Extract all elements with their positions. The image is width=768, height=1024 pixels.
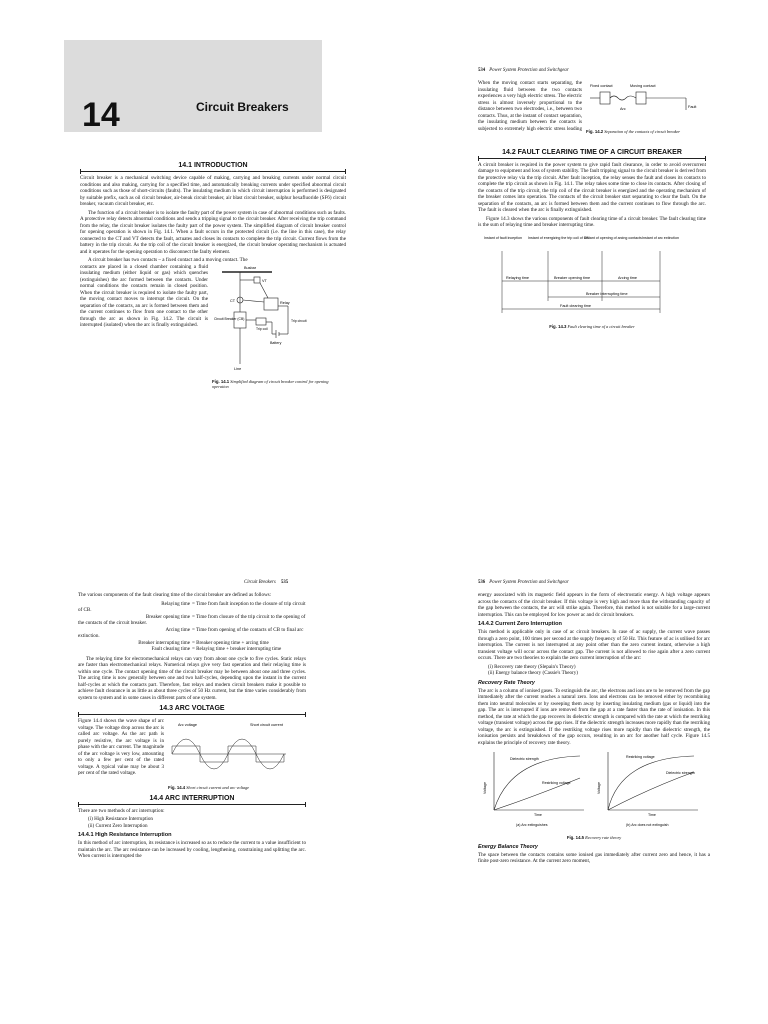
figure-caption: Fig. 14.5 Recovery rate theory bbox=[566, 835, 622, 840]
label-instant-fault: Instant of fault inception bbox=[484, 235, 522, 240]
running-header: 536 Power System Protection and Switchgear bbox=[478, 580, 569, 585]
label-arcing-time: Arcing time bbox=[618, 275, 637, 280]
text-figure-row bbox=[80, 264, 346, 390]
label-ct: CT bbox=[230, 298, 236, 303]
paragraph: Figure 14.4 shows the wave shape of arc voltage. The voltage drop across the arc is called arc voltage. As the arc path is purely resistive, the arc voltage is in phase with the arc current. The magnitude of the arc voltage is very low, amounting to only a few per cent of the rated voltage. A typical value may be about 3 per cent of the rated voltage. bbox=[78, 718, 164, 776]
cb-control-diagram bbox=[212, 264, 340, 374]
label-cb: Circuit Breaker (CB) bbox=[214, 316, 245, 321]
figure-caption: Fig. 14.2 Separation of the contacts of circuit breaker bbox=[586, 129, 681, 134]
paragraph: There are two methods of arc interruption: bbox=[78, 807, 165, 814]
section-heading-14-1: 14.1 INTRODUCTION bbox=[80, 162, 346, 172]
label-restriking-b: Restriking voltage bbox=[626, 755, 655, 759]
paragraph: Circuit breaker is a mechanical switching device capable of making, carrying and breaking currents under normal circuit conditions and also making, carrying for a specified time, and automatically breaking currents under specified abnormal circuit conditions such as those of short-circuits (faults). The insulating medium in which circuit interruption is performed is designated by suitable prefix, such as oil circuit breaker, air-break circuit breaker, air blast circuit breaker, sulphur hexafluoride (SF6) circuit breaker, vacuum circuit breaker, etc. bbox=[80, 175, 346, 207]
label-sc-current: Short circuit current bbox=[250, 723, 283, 727]
label-moving-contact: Moving contact bbox=[630, 84, 656, 88]
label-dielectric-a: Dielectric strength bbox=[510, 757, 539, 761]
list-item: (i) Recovery rate theory (Slepain's Theory) bbox=[488, 663, 576, 670]
running-header: 534 Power System Protection and Switchgear bbox=[478, 68, 569, 73]
label-trip-coil: Trip coil bbox=[256, 326, 268, 331]
section-heading-14-2: 14.2 FAULT CLEARING TIME OF A CIRCUIT BREAKER bbox=[478, 149, 706, 159]
definition: Relaying time = Time from fault inception to the closure of trip circuit of CB. bbox=[78, 600, 306, 613]
contact-separation-diagram bbox=[586, 80, 704, 124]
label-fixed-contact: Fixed contact bbox=[590, 84, 613, 88]
paragraph: A circuit breaker is required in the power system to give rapid fault clearance, in order to avoid overcurrent damage to equipment and loss of system stability. The fault tripping signal to the circuit breaker is derived from the protective relay via the trip circuit. After fault inception, the relay senses the fault and closes its contacts to complete the trip circuit as shown in Fig. 14.1. The relay takes some time to close its contacts. After closing of the contacts of the trip circuit, the trip coil of the circuit breaker is energized and the operating mechanism of the breaker comes into operation. The contacts of the circuit breaker start separating to clear the fault. On the separation of the contacts, an arc is formed between them and the current continues to flow through the arc. The fault is cleared when the arc is finally extinguished. bbox=[478, 161, 706, 213]
figure-14-4 bbox=[168, 718, 292, 791]
label-trip-circuit: Trip circuit bbox=[291, 318, 307, 323]
arc-voltage-waveform bbox=[168, 718, 290, 780]
label-line: Line bbox=[234, 366, 242, 371]
paragraph: The various components of the fault clearing time of the circuit breaker are defined as follows: bbox=[78, 592, 272, 598]
label-interrupting-time: Breaker interrupting time bbox=[586, 291, 628, 296]
paragraph: The relaying time for electromechanical relays can vary from about one cycle to five cycles. Static relays are faster than electromechanical relays. Numerical relays give very fast operation and their relaying time is within one cycle. The contact opening time of the circuit breaker may be between about one and three cycles. The arcing time is now generally between one and two half-cycles, depending upon the instant in the current half-cycles at which the contacts part. Therefore, fast relays and modern circuit breakers make it possible to achieve fault clearance in as little as about three cycles of 50 Hz current, but the time varies considerably from system to system and in some cases in different parts of one system. bbox=[78, 655, 306, 701]
label-time-b: Time bbox=[648, 813, 656, 817]
label-vt: VT bbox=[262, 278, 267, 283]
section-heading-14-3: 14.3 ARC VOLTAGE bbox=[78, 705, 306, 715]
figure-14-5 bbox=[478, 748, 710, 841]
figure-14-3 bbox=[478, 231, 706, 330]
label-battery: Battery bbox=[270, 340, 282, 345]
subsection-heading-energy: Energy Balance Theory bbox=[478, 843, 538, 850]
subsection-heading-14-4-1: 14.4.1 High Resistance Interruption bbox=[78, 832, 172, 838]
page-536 bbox=[384, 512, 768, 1024]
definition: Breaker opening time = Time from closure of the trip circuit to the opening of the contacts of the circuit breaker. bbox=[78, 613, 306, 626]
label-instant-energizing: Instant of energizing the trip coil of CB bbox=[528, 235, 589, 240]
paragraph: In this method of arc interruption, its resistance is increased so as to reduce the current to a value insufficient to maintain the arc. The arc resistance can be increased by cooling, lengthening, constraining and splitting the arc. When current is interrupted the bbox=[78, 840, 306, 859]
section-heading-14-4: 14.4 ARC INTERRUPTION bbox=[78, 795, 306, 805]
fault-clearing-time-diagram bbox=[482, 231, 702, 319]
caption-sub-a: (a) Arc extinguishes bbox=[516, 823, 548, 827]
definition: Fault clearing time = Relaying time + breaker interrupting time bbox=[151, 646, 282, 652]
chapter-title: Circuit Breakers bbox=[196, 100, 289, 114]
label-arc: Arc bbox=[620, 107, 626, 111]
definition: Arcing time = Time from opening of the contacts of CB to final arc extinction. bbox=[78, 626, 304, 639]
running-header: Circuit Breakers 535 bbox=[244, 580, 289, 585]
label-voltage-b: Voltage bbox=[597, 782, 601, 794]
figure-14-1 bbox=[212, 264, 342, 390]
label-relaying-time: Relaying time bbox=[506, 275, 530, 280]
paragraph: The function of a circuit breaker is to isolate the faulty part of the power system in case of abnormal conditions such as faults. A protective relay detects abnormal conditions and sends a tripping signal to the circuit breaker. After receiving the trip command from the relay, the circuit breaker isolates the faulty part of the power system. The simplified diagram of circuit breaker control for opening operation is shown in Fig. 14.1. When a fault occurs in the protected circuit (i.e. the line in this case), the relay connected to the CT and VT detects the fault, actuates and closes its contacts to complete the trip circuit. Current flows from the battery in the trip circuit. As the trip coil of the circuit breaker is energized, the circuit breaker operating mechanism is actuated and it operates for the opening operation to disconnect the faulty element. bbox=[80, 209, 346, 255]
text-figure-row bbox=[78, 718, 306, 791]
paragraph: The arc is a column of ionised gases. To extinguish the arc, the electrons and ions are to be removed from the gap immediately after the current reaches a natural zero. Ions and electrons can be removed either by recombining them into neutral molecules or by sweeping them away by inserting insulating medium (gas or liquid) into the gap. The arc is interrupted if ions are removed from the gap at a rate faster than the rate of ionisation. In this method, the rate at which the gap recovers its dielectric strength is compared with the rate at which the restriking voltage (transient voltage) across the gap rises. If the dielectric strength increases more rapidly than the restriking voltage, the arc is extinguished. If the restriking voltage rises more rapidly than the dielectric strength, the ionisation persists and breakdown of the gap occurs, resulting in an arc for another half cycle. Figure 14.5 explains the principle of recovery rate theory. bbox=[478, 687, 710, 746]
list-item: (i) High Resistance Interruption bbox=[88, 816, 153, 822]
paragraph: A circuit breaker has two contacts – a fixed contact and a moving contact. The bbox=[88, 257, 248, 263]
label-clearing-time: Fault clearing time bbox=[560, 303, 592, 308]
text-figure-row bbox=[478, 80, 706, 135]
figure-caption: Fig. 14.3 Fault clearing time of a circuit breaker bbox=[549, 323, 635, 329]
list-item: (ii) Energy balance theory (Cassie's Theory) bbox=[488, 670, 578, 676]
paragraph: Figure 14.3 shows the various components of fault clearing time of a circuit breaker. The fault clearing time is the sum of relaying time and breaker interrupting time. bbox=[478, 215, 706, 228]
label-instant-extinction: Instant of arc extinction bbox=[642, 235, 679, 240]
paragraph: contacts are placed in a closed chamber containing a fluid insulating medium (either liquid or gas) which quenches (extinguishes) the arc formed between the contacts. Under normal conditions the contacts remain in closed position. When the circuit breaker is required to isolate the faulty part, the moving contact moves to interrupt the circuit. On the separation of the contacts, an arc is formed between them and the current continues to flow from one contact to the other through the arc as shown in Fig. 14.2. The circuit is interrupted (isolated) when the arc is finally extinguished. bbox=[80, 263, 208, 328]
label-dielectric-b: Dielectric strength bbox=[666, 771, 695, 775]
paragraph: When the moving contact starts separating, the insulating fluid between the two contacts experiences a very high electric stress. The electric stress is almost inversely proportional to the distance between two electrodes, i.e., between two contacts. Thus, at the instant of contact separation, the insulating medium between the contacts is subjected to extremely high electric stress leading bbox=[478, 80, 582, 132]
label-voltage-a: Voltage bbox=[483, 782, 487, 794]
label-instant-opening: Instant of opening of arcing contacts bbox=[584, 235, 642, 240]
paragraph: The space between the contacts contains some ionised gas immediately after current zero and hence, it has a finite post-zero resistance. At the current zero moment, bbox=[478, 851, 710, 864]
label-time-a: Time bbox=[534, 813, 542, 817]
subsection-heading-recovery: Recovery Rate Theory bbox=[478, 679, 535, 686]
label-busbar: Busbar bbox=[244, 265, 257, 270]
paragraph: This method is applicable only in case of ac circuit breakers. In case of ac supply, the current wave passes through a zero point, 100 times per second at the supply frequency of 50 Hz. This feature of ac is utilised for arc interruption. The current is not interrupted at any point other than the zero current instant, otherwise a high transient voltage will occur across the contact gap. The current is not allowed to rise again after a zero current occurs. There are two theories to explain the zero current interruption of the arc: bbox=[478, 629, 710, 661]
recovery-rate-graphs bbox=[480, 748, 708, 830]
caption-sub-b: (b) Arc does not extinguish bbox=[626, 823, 669, 827]
page-535 bbox=[0, 512, 384, 1024]
label-restriking-a: Restriking voltage bbox=[542, 781, 571, 785]
label-opening-time: Breaker opening time bbox=[554, 275, 591, 280]
figure-14-2 bbox=[586, 80, 706, 135]
definition-list bbox=[78, 601, 306, 653]
page-533 bbox=[0, 0, 384, 512]
label-fault: Fault bbox=[688, 105, 697, 109]
paragraph: energy associated with its magnetic field appears in the form of electrostatic energy. A high voltage appears across the contacts of the circuit breaker. If this voltage is very high and more than the withstanding capacity of the gap between the contacts, the arc will strike again. Therefore, this method is not suitable for a large-current interruption. This can be employed for low power ac and dc circuit breakers. bbox=[478, 592, 710, 618]
figure-caption: Fig. 14.1 Simplified diagram of circuit breaker control for opening operation bbox=[212, 378, 329, 389]
page-534 bbox=[384, 0, 768, 512]
label-arc-voltage: Arc voltage bbox=[178, 723, 197, 727]
list-item: (ii) Current Zero Interruption bbox=[88, 822, 148, 829]
definition: Breaker interrupting time = Breaker opening time + arcing time bbox=[138, 639, 269, 646]
label-relay: Relay bbox=[280, 300, 290, 305]
figure-caption: Fig. 14.4 Short circuit current and arc voltage bbox=[168, 785, 250, 790]
subsection-heading-14-4-2: 14.4.2 Current Zero Interruption bbox=[478, 621, 562, 627]
chapter-number: 14 bbox=[82, 96, 120, 134]
